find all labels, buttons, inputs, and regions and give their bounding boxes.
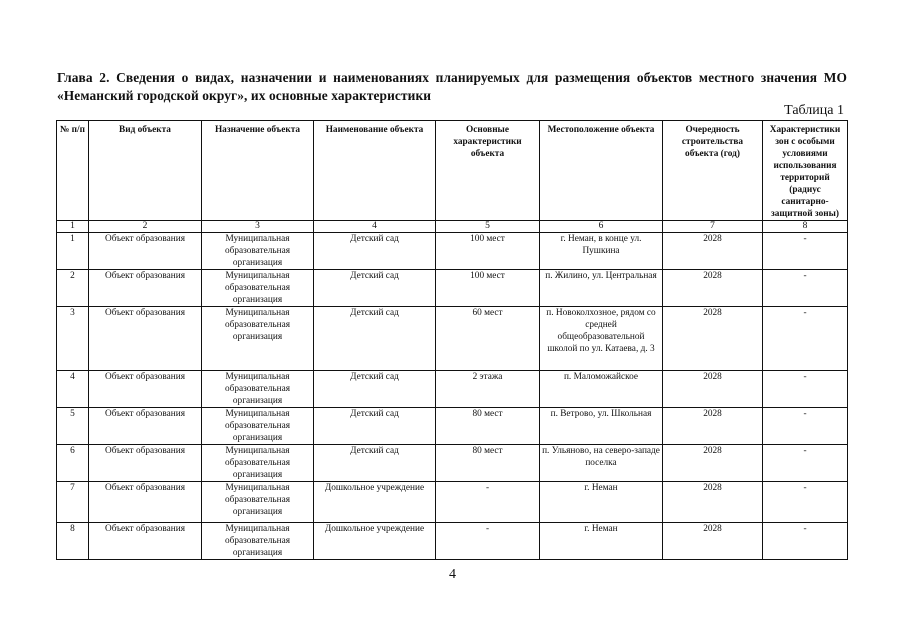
object-location: п. Маломожайское <box>540 371 663 408</box>
objects-table <box>56 120 848 560</box>
zone-characteristics: - <box>763 270 848 307</box>
object-location: п. Ульяново, на северо-западе поселка <box>540 445 663 482</box>
object-location: г. Неман <box>540 523 663 560</box>
column-header: Местоположение объекта <box>540 121 663 221</box>
object-kind: Объект образования <box>89 482 202 523</box>
column-number: 5 <box>436 221 540 233</box>
object-name: Детский сад <box>314 233 436 270</box>
construction-year: 2028 <box>663 445 763 482</box>
object-characteristics: 100 мест <box>436 233 540 270</box>
object-characteristics: - <box>436 482 540 523</box>
object-characteristics: 80 мест <box>436 445 540 482</box>
construction-year: 2028 <box>663 307 763 371</box>
table-label: Таблица 1 <box>784 103 844 118</box>
object-characteristics: - <box>436 523 540 560</box>
column-number: 3 <box>202 221 314 233</box>
construction-year: 2028 <box>663 482 763 523</box>
column-number: 4 <box>314 221 436 233</box>
object-name: Детский сад <box>314 445 436 482</box>
column-number: 6 <box>540 221 663 233</box>
zone-characteristics: - <box>763 523 848 560</box>
row-number: 7 <box>57 482 89 523</box>
construction-year: 2028 <box>663 233 763 270</box>
object-name: Дошкольное учреждение <box>314 523 436 560</box>
object-name: Детский сад <box>314 408 436 445</box>
object-kind: Объект образования <box>89 523 202 560</box>
zone-characteristics: - <box>763 445 848 482</box>
chapter-heading: Глава 2. Сведения о видах, назначении и наименованиях планируемых для размещения объектов местного значения МО «Неманский городской округ», их основные характеристики <box>57 70 847 103</box>
column-header: Основные характеристики объекта <box>436 121 540 221</box>
column-number: 8 <box>763 221 848 233</box>
table-row <box>57 523 848 560</box>
column-number-row <box>57 221 848 233</box>
page-number: 4 <box>449 567 456 582</box>
column-header: Назначение объекта <box>202 121 314 221</box>
table-row <box>57 307 848 371</box>
table-row <box>57 482 848 523</box>
object-characteristics: 2 этажа <box>436 371 540 408</box>
column-header: Наименование объекта <box>314 121 436 221</box>
object-purpose: Муниципальная образовательная организация <box>202 408 314 445</box>
zone-characteristics: - <box>763 307 848 371</box>
object-name: Детский сад <box>314 371 436 408</box>
object-location: г. Неман, в конце ул. Пушкина <box>540 233 663 270</box>
object-name: Детский сад <box>314 270 436 307</box>
object-kind: Объект образования <box>89 270 202 307</box>
object-characteristics: 80 мест <box>436 408 540 445</box>
object-kind: Объект образования <box>89 233 202 270</box>
table-row <box>57 445 848 482</box>
object-characteristics: 100 мест <box>436 270 540 307</box>
zone-characteristics: - <box>763 482 848 523</box>
object-purpose: Муниципальная образовательная организация <box>202 233 314 270</box>
row-number: 4 <box>57 371 89 408</box>
object-purpose: Муниципальная образовательная организация <box>202 482 314 523</box>
table-header-row <box>57 121 848 221</box>
construction-year: 2028 <box>663 270 763 307</box>
zone-characteristics: - <box>763 408 848 445</box>
column-header: Вид объекта <box>89 121 202 221</box>
column-header: № п/п <box>57 121 89 221</box>
object-characteristics: 60 мест <box>436 307 540 371</box>
row-number: 1 <box>57 233 89 270</box>
object-location: г. Неман <box>540 482 663 523</box>
table-row <box>57 233 848 270</box>
construction-year: 2028 <box>663 523 763 560</box>
object-name: Детский сад <box>314 307 436 371</box>
table-row <box>57 371 848 408</box>
zone-characteristics: - <box>763 233 848 270</box>
object-purpose: Муниципальная образовательная организация <box>202 523 314 560</box>
column-number: 7 <box>663 221 763 233</box>
object-kind: Объект образования <box>89 307 202 371</box>
row-number: 3 <box>57 307 89 371</box>
object-kind: Объект образования <box>89 445 202 482</box>
object-kind: Объект образования <box>89 408 202 445</box>
table-row <box>57 408 848 445</box>
object-purpose: Муниципальная образовательная организация <box>202 371 314 408</box>
object-location: п. Ветрово, ул. Школьная <box>540 408 663 445</box>
column-number: 1 <box>57 221 89 233</box>
object-purpose: Муниципальная образовательная организация <box>202 307 314 371</box>
table-row <box>57 270 848 307</box>
column-number: 2 <box>89 221 202 233</box>
object-kind: Объект образования <box>89 371 202 408</box>
object-purpose: Муниципальная образовательная организация <box>202 270 314 307</box>
row-number: 8 <box>57 523 89 560</box>
object-location: п. Новоколхозное, рядом со средней общеобразовательной школой по ул. Катаева, д. 3 <box>540 307 663 371</box>
object-name: Дошкольное учреждение <box>314 482 436 523</box>
object-purpose: Муниципальная образовательная организация <box>202 445 314 482</box>
column-header: Характеристики зон с особыми условиями использования территорий (радиус санитарно-защитной зоны) <box>763 121 848 221</box>
object-location: п. Жилино, ул. Центральная <box>540 270 663 307</box>
column-header: Очередность строительства объекта (год) <box>663 121 763 221</box>
construction-year: 2028 <box>663 408 763 445</box>
row-number: 2 <box>57 270 89 307</box>
zone-characteristics: - <box>763 371 848 408</box>
row-number: 6 <box>57 445 89 482</box>
row-number: 5 <box>57 408 89 445</box>
construction-year: 2028 <box>663 371 763 408</box>
